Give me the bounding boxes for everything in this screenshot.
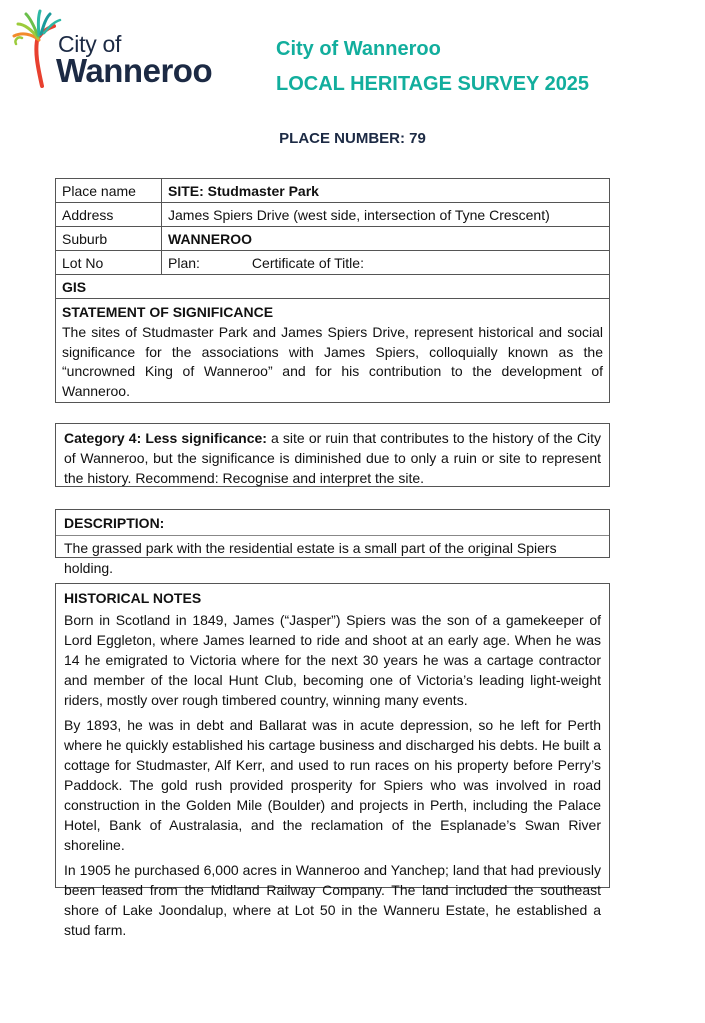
description-box [55, 509, 610, 576]
city-of-wanneroo-logo [8, 8, 228, 88]
category-label: Category 4: Less significance: [64, 430, 267, 446]
historical-notes-heading: HISTORICAL NOTES [64, 590, 202, 606]
historical-notes-paragraph: By 1893, he was in debt and Ballarat was in acute depression, so he left for Perth where he quickly established his cartage business and discharged his debts. He built a cottage for Studmaster, Alf Kerr, and used to run races on his property before Perry’s Paddock. The gold rush provided prosperity for Spiers who was involved in road construction in the Golden Mile (Boulder) and projects in Perth, including the Palace Hotel, Bank of Australasia, and the reclamation of the Esplanade’s Swan River shoreline. [64, 717, 601, 853]
address-value: James Spiers Drive (west side, intersection of Tyne Crescent) [162, 203, 610, 227]
category-text: a site or ruin that contributes to the history of the City of Wanneroo, but the significance is diminished due to only a ruin or site to represent the history. Recommend: Recognise and interpret the site. [64, 430, 601, 486]
table-row-gis [56, 275, 610, 299]
category-box [55, 423, 610, 487]
address-label: Address [56, 203, 162, 227]
place-name-value: SITE: Studmaster Park [162, 179, 610, 203]
header-subtitle: LOCAL HERITAGE SURVEY 2025 [276, 73, 590, 95]
certificate-of-title-label: Certificate of Title: [251, 254, 364, 271]
table-row-lot-no [56, 251, 610, 275]
place-number: PLACE NUMBER: 79 [279, 130, 426, 147]
significance-text: The sites of Studmaster Park and James Spiers Drive, represent historical and social significance for the associations with James Spiers, colloquially known as the “uncrowned King of Wanneroo” and for his contribution to the development of Wanneroo. [62, 324, 603, 399]
header-title: City of Wanneroo [276, 38, 441, 60]
suburb-value: WANNEROO [162, 227, 610, 251]
suburb-label: Suburb [56, 227, 162, 251]
logo-text-wanneroo: Wanneroo [56, 52, 213, 89]
logo-text-city-of: City of [58, 31, 122, 57]
table-row-significance [56, 299, 610, 403]
lot-no-label: Lot No [56, 251, 162, 275]
description-heading: DESCRIPTION: [56, 510, 609, 536]
table-row-place-name [56, 179, 610, 203]
table-row-suburb [56, 227, 610, 251]
historical-notes-paragraph: In 1905 he purchased 6,000 acres in Wanneroo and Yanchep; land that had previously been leased from the Midland Railway Company. The land included the southeast shore of Lake Joondalup, where at Lot 50 in the Wanneru Estate, he established a stud farm. [64, 862, 601, 938]
plan-label: Plan: [168, 254, 200, 271]
historical-notes-box [55, 583, 610, 938]
place-name-label: Place name [56, 179, 162, 203]
lot-no-value [162, 251, 610, 275]
statement-of-significance [56, 299, 610, 403]
description-text: The grassed park with the residential estate is a small part of the original Spiers holding. [64, 540, 557, 576]
gis-label: GIS [56, 275, 610, 299]
significance-heading: STATEMENT OF SIGNIFICANCE [62, 304, 274, 320]
historical-notes-paragraph: Born in Scotland in 1849, James (“Jasper”) Spiers was the son of a gamekeeper of Lord Eggleton, where James learned to ride and shoot at an early age. When he was 14 he emigrated to Victoria where for the next 30 years he was a cartage contractor and member of the local Hunt Club, becoming one of Victoria’s leading light-weight riders, mostly over rough timbered country, winning many events. [64, 612, 601, 708]
place-info-table [55, 178, 610, 403]
table-row-address [56, 203, 610, 227]
